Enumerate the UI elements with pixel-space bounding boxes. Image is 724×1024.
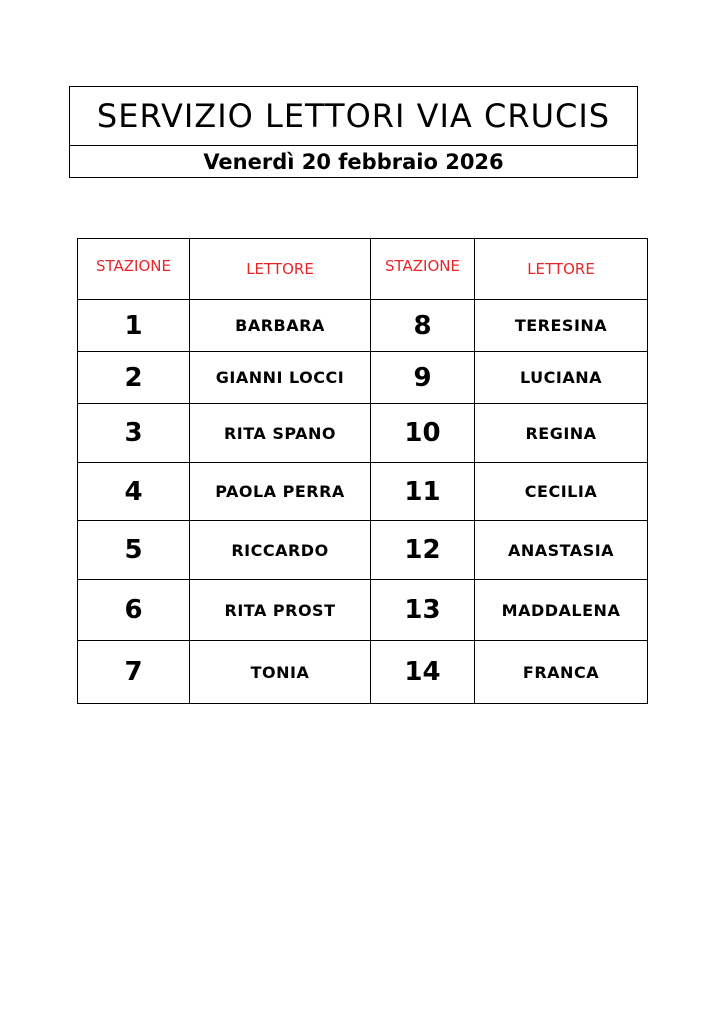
station-number: 13 bbox=[371, 580, 475, 641]
reader-name: REGINA bbox=[475, 404, 648, 463]
column-header-reader: LETTORE bbox=[475, 239, 648, 300]
table-row bbox=[78, 463, 648, 521]
table-row bbox=[78, 580, 648, 641]
station-number: 11 bbox=[371, 463, 475, 521]
header-box bbox=[69, 86, 638, 178]
reader-name: RITA PROST bbox=[190, 580, 371, 641]
reader-name: RICCARDO bbox=[190, 521, 371, 580]
reader-name: ANASTASIA bbox=[475, 521, 648, 580]
reader-name: RITA SPANO bbox=[190, 404, 371, 463]
station-number: 6 bbox=[78, 580, 190, 641]
station-number: 9 bbox=[371, 352, 475, 404]
station-number: 4 bbox=[78, 463, 190, 521]
table-row bbox=[78, 641, 648, 704]
station-number: 10 bbox=[371, 404, 475, 463]
column-header-station: STAZIONE bbox=[371, 239, 475, 300]
page-subtitle-date: Venerdì 20 febbraio 2026 bbox=[203, 149, 504, 174]
station-number: 3 bbox=[78, 404, 190, 463]
reader-name: LUCIANA bbox=[475, 352, 648, 404]
station-number: 7 bbox=[78, 641, 190, 704]
reader-name: GIANNI LOCCI bbox=[190, 352, 371, 404]
station-number: 2 bbox=[78, 352, 190, 404]
reader-name: BARBARA bbox=[190, 300, 371, 352]
table-header-row bbox=[78, 239, 648, 300]
table-row bbox=[78, 521, 648, 580]
table-row bbox=[78, 300, 648, 352]
reader-name: CECILIA bbox=[475, 463, 648, 521]
station-number: 12 bbox=[371, 521, 475, 580]
station-number: 14 bbox=[371, 641, 475, 704]
table-row bbox=[78, 352, 648, 404]
column-header-station: STAZIONE bbox=[78, 239, 190, 300]
station-number: 1 bbox=[78, 300, 190, 352]
page-title: SERVIZIO LETTORI VIA CRUCIS bbox=[70, 87, 637, 146]
readers-table bbox=[77, 238, 648, 704]
reader-name: FRANCA bbox=[475, 641, 648, 704]
column-header-reader: LETTORE bbox=[190, 239, 371, 300]
reader-name: PAOLA PERRA bbox=[190, 463, 371, 521]
reader-name: TONIA bbox=[190, 641, 371, 704]
reader-name: MADDALENA bbox=[475, 580, 648, 641]
station-number: 8 bbox=[371, 300, 475, 352]
station-number: 5 bbox=[78, 521, 190, 580]
table-row bbox=[78, 404, 648, 463]
reader-name: TERESINA bbox=[475, 300, 648, 352]
